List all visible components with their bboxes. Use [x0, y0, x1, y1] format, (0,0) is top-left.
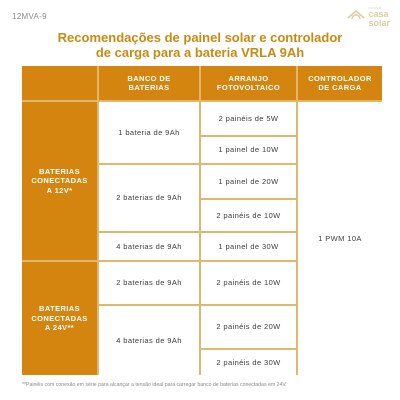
group-24v: BATERIAS CONECTADAS A 24V**: [22, 262, 97, 375]
header-arranjo-fotovoltaico: ARRANJO FOTOVOLTAICO: [201, 66, 296, 100]
brand-logo: [347, 6, 390, 27]
header-banco-de-baterias: BANCO DE BATERIAS: [99, 66, 199, 100]
group-12v: BATERIAS CONECTADAS A 12V*: [22, 102, 97, 260]
arranjo-cell: 1 painel de 10W: [201, 137, 296, 163]
arranjo-cell: 2 painéis de 30W: [201, 350, 296, 375]
banco-cell: 4 baterias de 9Ah: [99, 233, 199, 260]
header-controlador-de-carga: CONTROLADOR DE CARGA: [298, 66, 382, 100]
arranjo-cell: 2 painéis de 5W: [201, 102, 296, 135]
title-line-1: Recomendações de painel solar e controlador: [57, 30, 343, 45]
header-empty: [22, 66, 97, 100]
title-line-2: de carga para a bateria VRLA 9Ah: [95, 45, 305, 60]
banco-cell: 2 baterias de 9Ah: [99, 165, 199, 231]
logo-text-small: nossa: [368, 5, 382, 10]
logo-text-solar: solar: [368, 17, 390, 28]
footnote: **Painéis com conexão em série para alcançar a tensão ideal para carregar banco de baterias conectadas em 24V.: [22, 382, 287, 388]
logo-text-casa: casa: [368, 9, 389, 19]
banco-cell: 4 baterias de 9Ah: [99, 306, 199, 375]
arranjo-cell: 2 painéis de 10W: [201, 200, 296, 231]
house-sun-icon: [347, 9, 365, 25]
product-code: 12MVA-9: [12, 12, 47, 21]
arranjo-cell: 2 painéis de 20W: [201, 306, 296, 348]
page-title: [40, 30, 360, 60]
arranjo-cell: 1 painel de 30W: [201, 233, 296, 260]
controlador-cell: 1 PWM 10A: [298, 102, 382, 375]
arranjo-cell: 2 painéis de 10W: [201, 262, 296, 304]
banco-cell: 2 baterias de 9Ah: [99, 262, 199, 304]
recommendation-table: [22, 66, 382, 375]
arranjo-cell: 1 painel de 20W: [201, 165, 296, 198]
banco-cell: 1 bateria de 9Ah: [99, 102, 199, 163]
